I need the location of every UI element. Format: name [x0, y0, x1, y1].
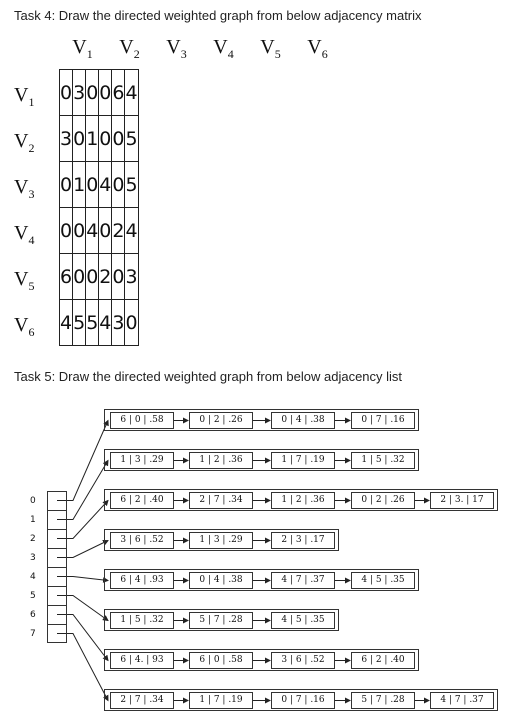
- list-node: 2 | 7 | .34: [110, 692, 174, 709]
- list-node: 5 | 7 | .28: [189, 612, 253, 629]
- matrix-cell: 0: [73, 116, 86, 162]
- index-cell: [47, 586, 67, 605]
- matrix-cell: 6: [112, 70, 125, 116]
- index-label: 2: [30, 534, 36, 544]
- col-header-v6: $V_6$: [307, 36, 328, 61]
- index-pointer-arrow: [57, 421, 108, 501]
- col-header-v1: $V_1$: [72, 36, 93, 61]
- list-node: 4 | 5 | .35: [271, 612, 335, 629]
- matrix-cell: 4: [125, 70, 138, 116]
- index-cell: [47, 605, 67, 624]
- list-node: 0 | 4 | .38: [189, 572, 253, 589]
- col-header-v4: $V_4$: [213, 36, 234, 61]
- matrix-cell: 0: [73, 254, 86, 300]
- col-header-v3: $V_3$: [166, 36, 187, 61]
- matrix-cell: 0: [112, 116, 125, 162]
- list-node: 6 | 2 | .40: [351, 652, 415, 669]
- list-node: 6 | 0 | .58: [110, 412, 174, 429]
- index-pointer-arrow: [57, 634, 108, 701]
- matrix-cell: 4: [99, 162, 112, 208]
- row-header-v6: $V_6$: [14, 314, 35, 339]
- list-node: 5 | 7 | .28: [351, 692, 415, 709]
- matrix-cell: 0: [112, 254, 125, 300]
- index-cell: [47, 510, 67, 529]
- matrix-cell: 4: [125, 208, 138, 254]
- matrix-cell: 3: [73, 70, 86, 116]
- list-node: 1 | 5 | .32: [110, 612, 174, 629]
- matrix-cell: 0: [99, 116, 112, 162]
- matrix-cell: 0: [99, 208, 112, 254]
- list-node: 2 | 3 | .17: [271, 532, 335, 549]
- index-cell: [47, 548, 67, 567]
- list-node: 4 | 7 | .37: [430, 692, 494, 709]
- index-cell: [47, 624, 67, 643]
- index-label: 5: [30, 591, 36, 601]
- matrix-cell: 1: [73, 162, 86, 208]
- matrix-cell: 0: [125, 300, 138, 346]
- row-header-v1: $V_1$: [14, 84, 35, 109]
- index-cell: [47, 567, 67, 586]
- col-header-v2: $V_2$: [119, 36, 140, 61]
- list-node: 2 | 7 | .34: [189, 492, 253, 509]
- index-label: 4: [30, 572, 36, 582]
- list-node: 1 | 2 | .36: [189, 452, 253, 469]
- list-node: 6 | 0 | .58: [189, 652, 253, 669]
- matrix-cell: 5: [86, 300, 99, 346]
- list-node: 0 | 7 | .16: [271, 692, 335, 709]
- list-node: 6 | 4. | 93: [110, 652, 174, 669]
- list-node: 3 | 6 | .52: [110, 532, 174, 549]
- task5-title: Task 5: Draw the directed weighted graph from below adjacency list: [14, 369, 403, 384]
- list-node: 4 | 5 | .35: [351, 572, 415, 589]
- list-node: 0 | 2 | .26: [189, 412, 253, 429]
- matrix-cell: 3: [112, 300, 125, 346]
- matrix-cell: 0: [86, 254, 99, 300]
- matrix-cell: 5: [73, 300, 86, 346]
- matrix-cell: 0: [60, 162, 73, 208]
- list-node: 6 | 4 | .93: [110, 572, 174, 589]
- matrix-cell: 4: [99, 300, 112, 346]
- task4-title: Task 4: Draw the directed weighted graph from below adjacency matrix: [14, 8, 422, 23]
- row-header-v5: $V_5$: [14, 268, 35, 293]
- matrix-cell: 4: [60, 300, 73, 346]
- list-node: 1 | 2 | .36: [271, 492, 335, 509]
- index-array: [47, 491, 67, 643]
- matrix-cell: 5: [125, 162, 138, 208]
- matrix-cell: 0: [86, 70, 99, 116]
- matrix-cell: 3: [60, 116, 73, 162]
- index-label: 6: [30, 610, 36, 620]
- list-node: 0 | 7 | .16: [351, 412, 415, 429]
- list-node: 1 | 7 | .19: [189, 692, 253, 709]
- matrix-cell: 4: [86, 208, 99, 254]
- index-cell: [47, 491, 67, 510]
- list-node: 1 | 3 | .29: [110, 452, 174, 469]
- list-node: 3 | 6 | .52: [271, 652, 335, 669]
- matrix-cell: 5: [125, 116, 138, 162]
- list-node: 1 | 7 | .19: [271, 452, 335, 469]
- col-header-v5: $V_5$: [260, 36, 281, 61]
- row-header-v4: $V_4$: [14, 222, 35, 247]
- matrix-cell: 0: [86, 162, 99, 208]
- list-node: 1 | 3 | .29: [189, 532, 253, 549]
- matrix-cell: 6: [60, 254, 73, 300]
- list-node: 1 | 5 | .32: [351, 452, 415, 469]
- matrix-cell: 2: [112, 208, 125, 254]
- row-header-v3: $V_3$: [14, 176, 35, 201]
- matrix-cell: 1: [86, 116, 99, 162]
- list-node: 2 | 3. | 17: [430, 492, 494, 509]
- list-node: 4 | 7 | .37: [271, 572, 335, 589]
- list-node: 0 | 2 | .26: [351, 492, 415, 509]
- matrix-cell: 0: [99, 70, 112, 116]
- index-label: 1: [30, 515, 36, 525]
- index-label: 3: [30, 553, 36, 563]
- index-cell: [47, 529, 67, 548]
- matrix-cell: 0: [73, 208, 86, 254]
- matrix-cell: 0: [60, 70, 73, 116]
- matrix-cell: 0: [60, 208, 73, 254]
- matrix-cell: 0: [112, 162, 125, 208]
- matrix-cell: 2: [99, 254, 112, 300]
- index-label: 0: [30, 496, 36, 506]
- row-header-v2: $V_2$: [14, 130, 35, 155]
- matrix-cell: 3: [125, 254, 138, 300]
- list-node: 0 | 4 | .38: [271, 412, 335, 429]
- index-label: 7: [30, 629, 36, 639]
- list-node: 6 | 2 | .40: [110, 492, 174, 509]
